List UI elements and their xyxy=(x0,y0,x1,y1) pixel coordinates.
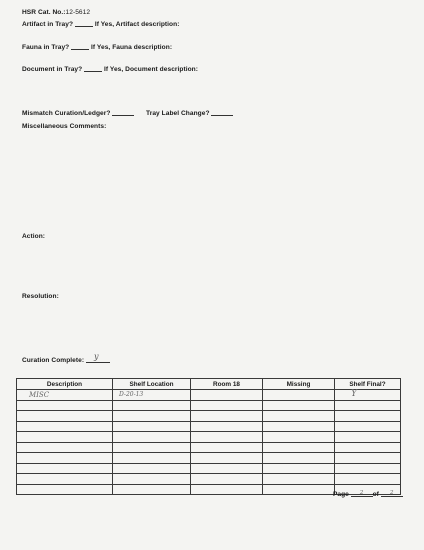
table-cell[interactable] xyxy=(113,463,191,474)
document-row xyxy=(22,65,198,73)
of-value-blank xyxy=(381,490,403,497)
mismatch-row xyxy=(22,109,134,117)
table-cell[interactable] xyxy=(335,442,401,453)
table-cell[interactable] xyxy=(17,421,113,432)
table-cell[interactable] xyxy=(191,411,263,422)
table-cell[interactable] xyxy=(17,400,113,411)
of-value: 2 xyxy=(389,490,394,496)
table-cell[interactable] xyxy=(113,484,191,495)
table-cell[interactable] xyxy=(17,442,113,453)
table-cell[interactable] xyxy=(17,463,113,474)
table-cell[interactable] xyxy=(263,400,335,411)
curation-complete-value: y xyxy=(93,352,99,361)
table-cell[interactable] xyxy=(191,474,263,485)
table-cell[interactable] xyxy=(113,432,191,443)
table-cell[interactable] xyxy=(191,442,263,453)
table-cell[interactable] xyxy=(191,432,263,443)
table-cell[interactable] xyxy=(335,432,401,443)
document-in-tray-label: Document in Tray? xyxy=(22,66,83,73)
artifact-in-tray-label: Artifact in Tray? xyxy=(22,21,74,28)
table-row xyxy=(17,474,401,485)
table-row xyxy=(17,411,401,422)
table-cell[interactable] xyxy=(17,474,113,485)
artifact-description-label: If Yes, Artifact description: xyxy=(94,21,180,28)
mismatch-curation-label: Mismatch Curation/Ledger? xyxy=(22,110,111,117)
table-cell[interactable] xyxy=(335,463,401,474)
table-cell[interactable] xyxy=(17,432,113,443)
table-cell[interactable] xyxy=(335,400,401,411)
table-row xyxy=(17,390,401,401)
table-cell[interactable] xyxy=(263,463,335,474)
catalog-number xyxy=(22,9,90,16)
page-value-blank xyxy=(351,490,373,497)
of-label: of xyxy=(372,491,379,498)
artifact-row xyxy=(22,20,179,28)
table-row xyxy=(17,421,401,432)
table-row xyxy=(17,432,401,443)
table-cell[interactable] xyxy=(263,390,335,401)
fauna-row xyxy=(22,43,172,51)
curation-complete-label: Curation Complete: xyxy=(22,357,85,364)
table-cell[interactable] xyxy=(263,411,335,422)
header-shelf-location: Shelf Location xyxy=(113,379,191,390)
fauna-in-tray-blank xyxy=(71,43,89,50)
catalog-number-value: 12-5612 xyxy=(65,9,91,16)
table-cell[interactable] xyxy=(113,442,191,453)
table-cell[interactable] xyxy=(191,421,263,432)
table-cell[interactable] xyxy=(17,411,113,422)
table-cell[interactable] xyxy=(263,442,335,453)
table-cell[interactable] xyxy=(17,484,113,495)
table-cell[interactable] xyxy=(113,453,191,464)
header-missing: Missing xyxy=(263,379,335,390)
table-cell[interactable] xyxy=(335,474,401,485)
header-shelf-final: Shelf Final? xyxy=(335,379,401,390)
shelf-table xyxy=(16,378,401,495)
curation-complete-row xyxy=(22,352,110,364)
table-row xyxy=(17,463,401,474)
fauna-description-label: If Yes, Fauna description: xyxy=(91,44,173,51)
table-header-row xyxy=(17,379,401,390)
tray-label-change-label: Tray Label Change? xyxy=(146,110,210,117)
page-number xyxy=(333,490,403,498)
table-cell[interactable] xyxy=(335,411,401,422)
table-cell[interactable] xyxy=(191,453,263,464)
table-cell[interactable] xyxy=(263,421,335,432)
document-in-tray-blank xyxy=(84,65,102,72)
catalog-number-label: HSR Cat. No.: xyxy=(22,9,66,16)
table-cell[interactable] xyxy=(113,411,191,422)
page-label: Page xyxy=(333,491,349,498)
tray-label-change-row xyxy=(146,109,233,117)
table-row xyxy=(17,453,401,464)
table-cell[interactable]: MISC xyxy=(17,390,113,401)
table-cell[interactable] xyxy=(335,421,401,432)
action-label: Action: xyxy=(22,233,46,240)
table-cell[interactable] xyxy=(335,453,401,464)
table-cell[interactable] xyxy=(17,453,113,464)
table-row xyxy=(17,400,401,411)
document-description-label: If Yes, Document description: xyxy=(103,66,199,73)
table-cell[interactable] xyxy=(263,432,335,443)
miscellaneous-comments-label: Miscellaneous Comments: xyxy=(22,123,107,130)
table-cell[interactable] xyxy=(113,400,191,411)
table-row xyxy=(17,442,401,453)
fauna-in-tray-label: Fauna in Tray? xyxy=(22,44,70,51)
curation-complete-blank xyxy=(86,352,110,363)
resolution-label: Resolution: xyxy=(22,293,59,300)
table-cell[interactable] xyxy=(263,484,335,495)
table-cell[interactable] xyxy=(113,474,191,485)
tray-label-change-blank xyxy=(211,109,233,116)
table-cell[interactable] xyxy=(191,390,263,401)
table-cell[interactable] xyxy=(263,474,335,485)
artifact-in-tray-blank xyxy=(75,20,93,27)
table-cell[interactable] xyxy=(191,484,263,495)
header-room-18: Room 18 xyxy=(191,379,263,390)
header-description: Description xyxy=(17,379,113,390)
table-cell[interactable]: D-20-13 xyxy=(113,390,191,401)
page-value: 2 xyxy=(359,490,364,496)
mismatch-curation-blank xyxy=(112,109,134,116)
table-cell[interactable] xyxy=(113,421,191,432)
table-cell[interactable] xyxy=(191,400,263,411)
table-cell[interactable]: Y xyxy=(335,390,401,401)
table-cell[interactable] xyxy=(263,453,335,464)
table-cell[interactable] xyxy=(191,463,263,474)
